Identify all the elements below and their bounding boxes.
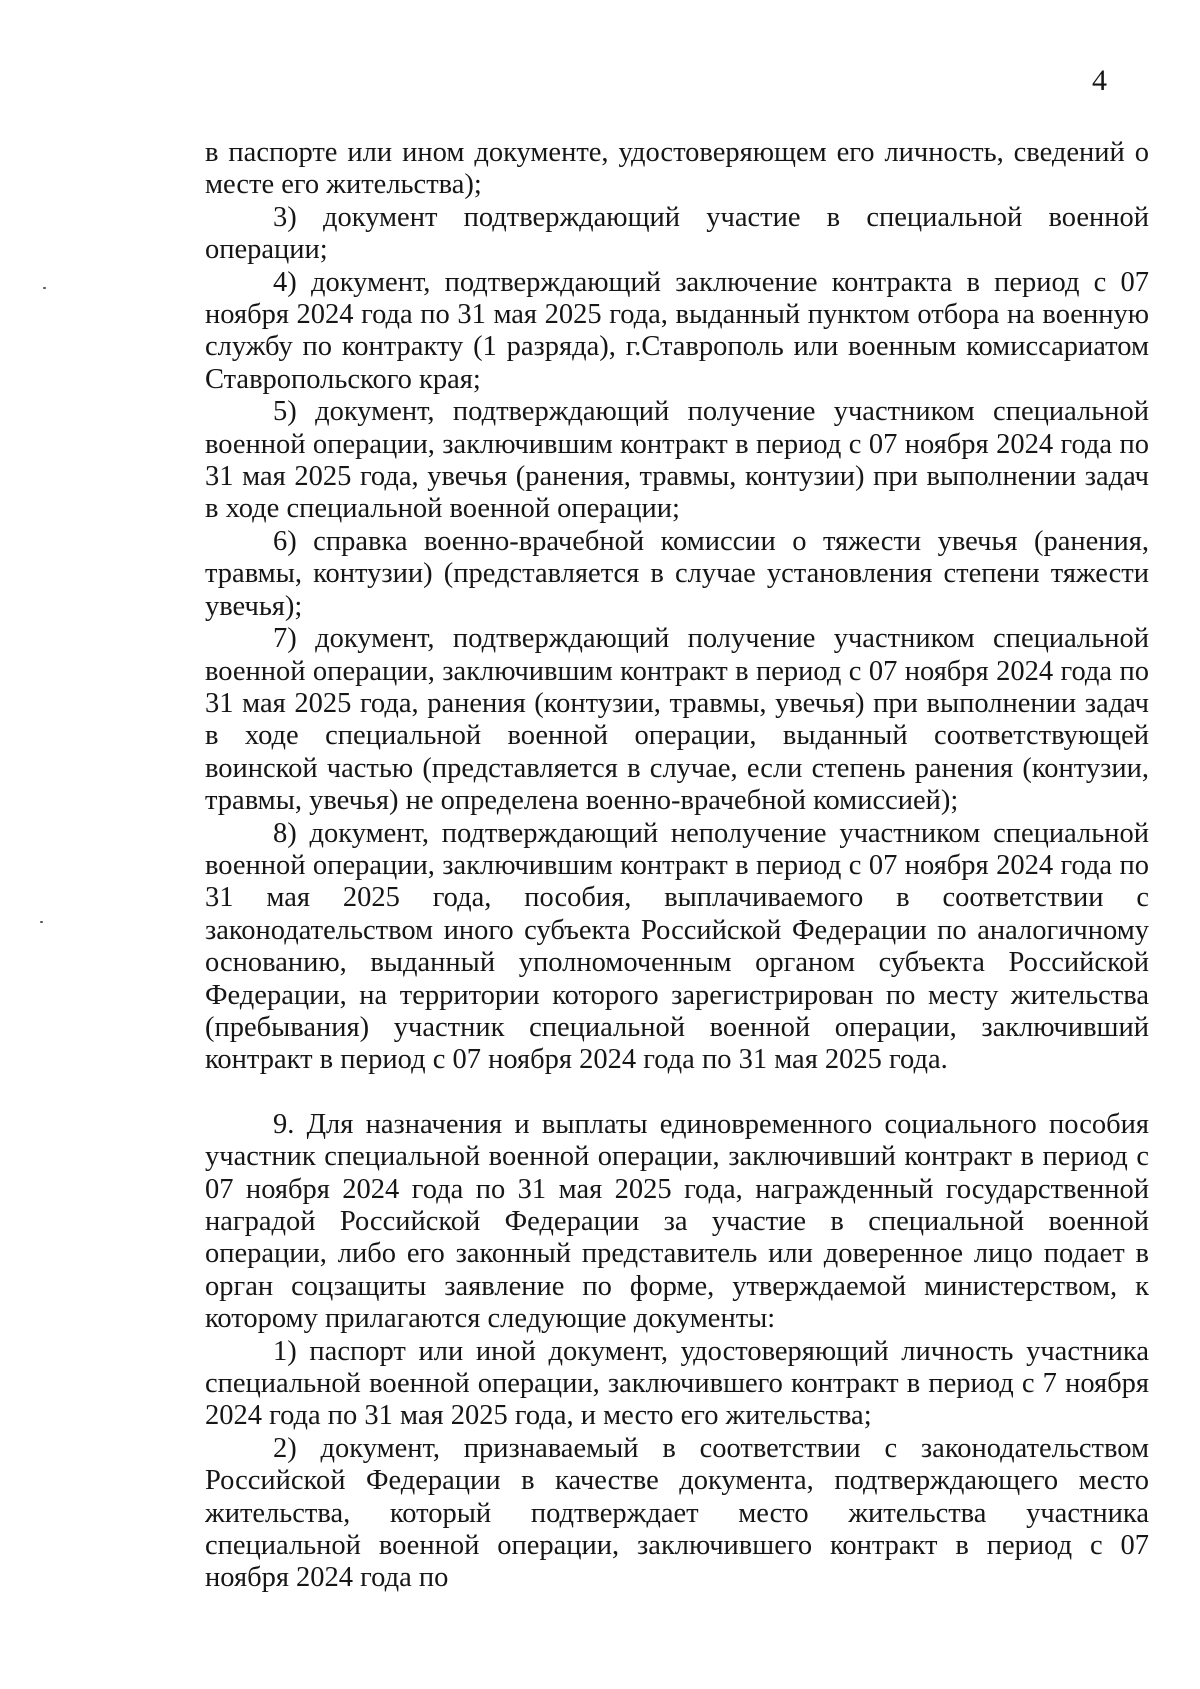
- list-item-5: 5) документ, подтверждающий получение участником специальной военной операции, заключившим контракт в период с 07 ноября 2024 года по 31 мая 2025 года, увечья (ранения, травмы, контузии) при выполнении задач в ходе специальной военной операции;: [205, 396, 1149, 525]
- scan-speck: [43, 287, 46, 289]
- clause-9: 9. Для назначения и выплаты единовременного социального пособия участник специальной военной операции, заключивший контракт в период с 07 ноября 2024 года по 31 мая 2025 года, награжденный государственной наградой Российской Федерации за участие в специальной военной операции, либо его законный представитель или доверенное лицо подает в орган соцзащиты заявление по форме, утверждаемой министерством, к которому прилагаются следующие документы:: [205, 1108, 1149, 1335]
- list-item-7: 7) документ, подтверждающий получение участником специальной военной операции, заключившим контракт в период с 07 ноября 2024 года по 31 мая 2025 года, ранения (контузии, травмы, увечья) при выполнении задач в ходе специальной военной операции, выданный соответствующей воинской частью (представляется в случае, если степень ранения (контузии, травмы, увечья) не определена военно-врачебной комиссией);: [205, 623, 1149, 817]
- document-body: [205, 137, 1149, 1595]
- paragraph-continuation: в паспорте или ином документе, удостоверяющем его личность, сведений о месте его жительства);: [205, 137, 1149, 201]
- clause-9-item-1: 1) паспорт или иной документ, удостоверяющий личность участника специальной военной операции, заключившего контракт в период с 7 ноября 2024 года по 31 мая 2025 года, и место его жительства;: [205, 1335, 1149, 1432]
- list-item-8: 8) документ, подтверждающий неполучение участником специальной военной операции, заключившим контракт в период с 07 ноября 2024 года по 31 мая 2025 года, пособия, выплачиваемого в соответствии с законодательством иного субъекта Российской Федерации по аналогичному основанию, выданный уполномоченным органом субъекта Российской Федерации, на территории которого зарегистрирован по месту жительства (пребывания) участник специальной военной операции, заключивший контракт в период с 07 ноября 2024 года по 31 мая 2025 года.: [205, 817, 1149, 1076]
- list-item-4: 4) документ, подтверждающий заключение контракта в период с 07 ноября 2024 года по 31 мая 2025 года, выданный пунктом отбора на военную службу по контракту (1 разряда), г.Ставрополь или военным комиссариатом Ставропольского края;: [205, 266, 1149, 395]
- list-item-3: 3) документ подтверждающий участие в специальной военной операции;: [205, 201, 1149, 266]
- scan-speck: [40, 921, 43, 923]
- page-number: 4: [1092, 64, 1107, 97]
- list-item-6: 6) справка военно-врачебной комиссии о тяжести увечья (ранения, травмы, контузии) (представляется в случае установления степени тяжести увечья);: [205, 525, 1149, 622]
- clause-9-item-2: 2) документ, признаваемый в соответствии с законодательством Российской Федерации в качестве документа, подтверждающего место жительства, который подтверждает место жительства участника специальной военной операции, заключившего контракт в период с 07 ноября 2024 года по: [205, 1432, 1149, 1594]
